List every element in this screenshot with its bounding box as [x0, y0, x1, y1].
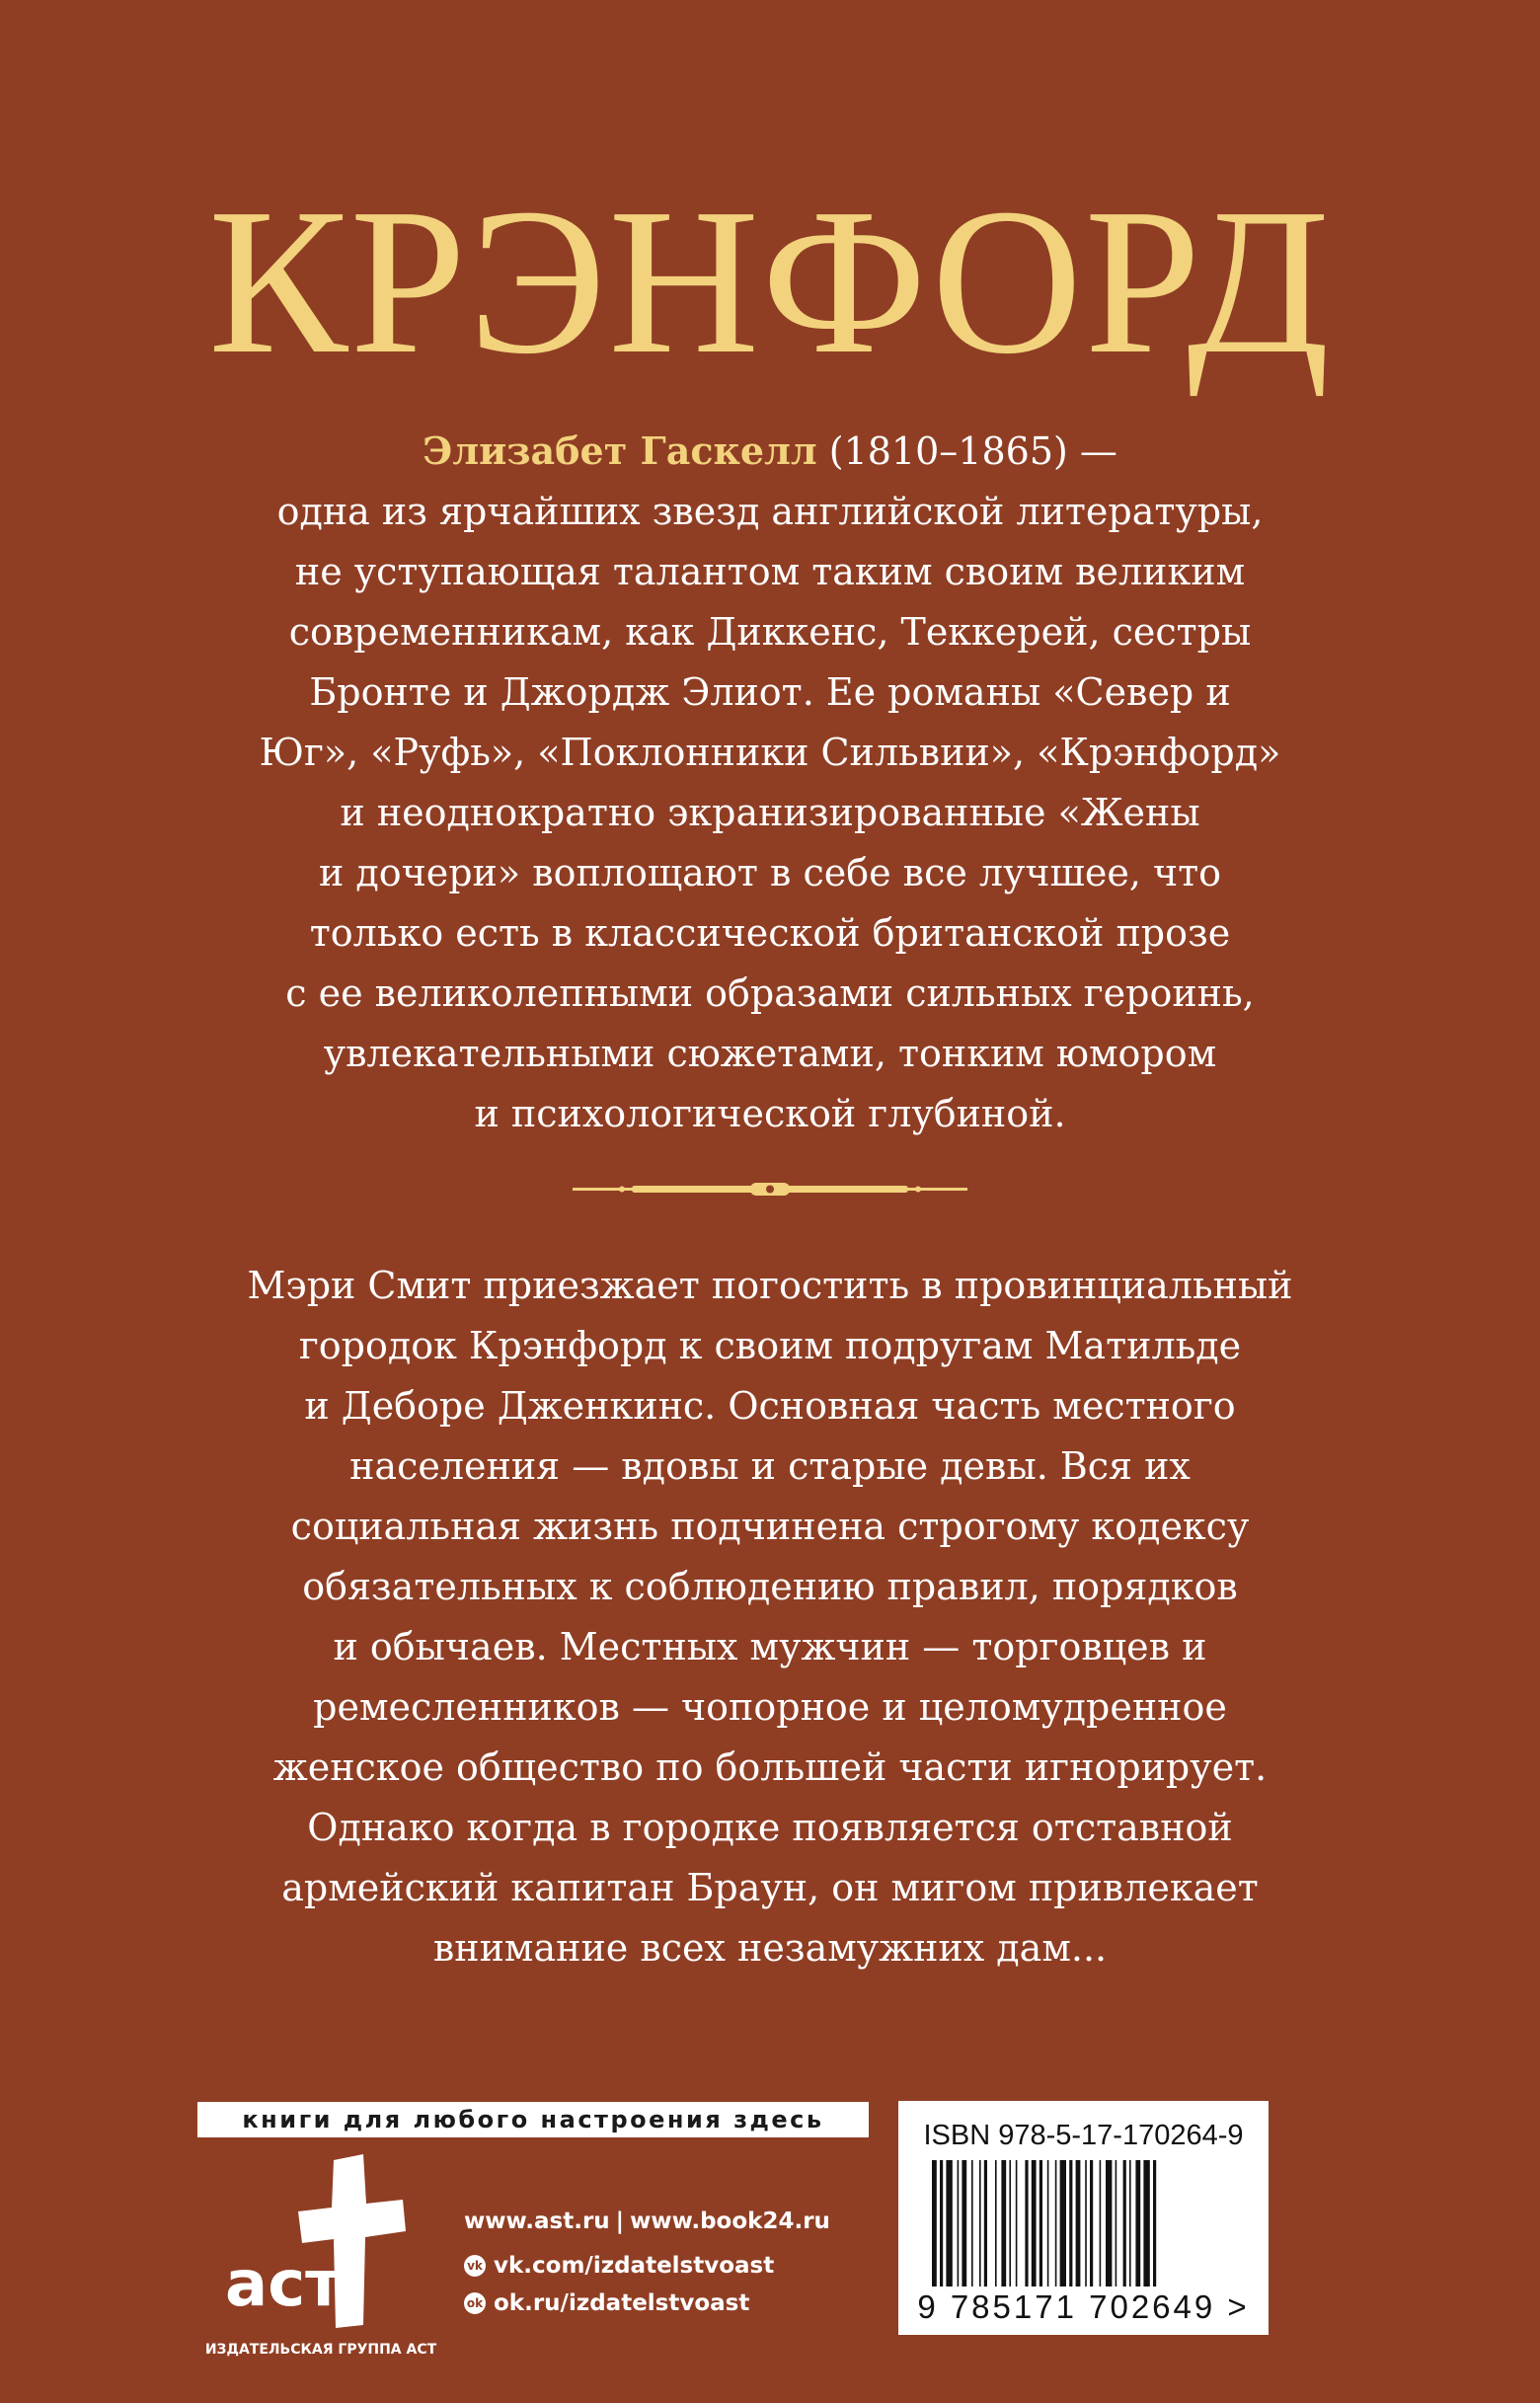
synopsis-line: и обычаев. Местных мужчин — торговцев и	[333, 1625, 1207, 1668]
ast-logo-text: аст	[225, 2248, 343, 2321]
synopsis-line: и Деборе Дженкинс. Основная часть местного	[304, 1384, 1236, 1428]
intro-line: и неоднократно экранизированные «Жены	[340, 791, 1200, 834]
synopsis-line: Мэри Смит приезжает погостить в провинциальный	[247, 1264, 1293, 1307]
barcode-bar	[1001, 2160, 1006, 2287]
barcode-bar	[1069, 2160, 1072, 2287]
vk-icon: vk	[464, 2255, 486, 2277]
author-years: (1810–1865) —	[816, 429, 1117, 473]
intro-line: с ее великолепными образами сильных героинь,	[285, 971, 1255, 1015]
barcode-bar	[1143, 2160, 1149, 2287]
barcode-bar	[1009, 2160, 1011, 2287]
barcode-bar	[1100, 2160, 1102, 2287]
barcode-bar	[962, 2160, 966, 2287]
barcode-bar	[1116, 2160, 1117, 2287]
synopsis-line: внимание всех незамужних дам...	[432, 1926, 1108, 1970]
author-name: Элизабет Гаскелл	[423, 428, 817, 473]
publisher-links	[464, 2196, 879, 2322]
barcode-bar	[1047, 2160, 1049, 2287]
barcode-bar	[1129, 2160, 1131, 2287]
ok-row	[464, 2285, 879, 2322]
link-separator: |	[615, 2209, 625, 2234]
site-link-book24[interactable]: www.book24.ru	[630, 2209, 830, 2234]
barcode-bar	[932, 2160, 937, 2287]
isbn-label: ISBN 978-5-17-170264-9	[923, 2120, 1244, 2151]
barcode-bar	[979, 2160, 981, 2287]
intro-line: только есть в классической британской прозе	[309, 911, 1231, 955]
synopsis-line: обязательных к соблюдению правил, порядков	[302, 1565, 1238, 1608]
barcode-bar	[940, 2160, 943, 2287]
synopsis-line: социальная жизнь подчинена строгому кодексу	[290, 1505, 1250, 1548]
intro-first-line	[128, 421, 1412, 482]
synopsis-line: городок Крэнфорд к своим подругам Матильде	[298, 1324, 1242, 1367]
vk-row	[464, 2247, 879, 2285]
vk-link[interactable]: vk.com/izdatelstvoast	[494, 2253, 775, 2279]
synopsis-line: населения — вдовы и старые девы. Вся их	[349, 1444, 1191, 1488]
intro-line: и психологической глубиной.	[474, 1092, 1066, 1135]
synopsis-line: женское общество по большей части игнорирует.	[272, 1745, 1268, 1789]
barcode-bar	[946, 2160, 952, 2287]
intro-line: современникам, как Диккенс, Теккерей, сестры	[288, 610, 1252, 654]
tagline-banner: книги для любого настроения здесь	[197, 2102, 869, 2137]
synopsis	[128, 1256, 1412, 1978]
barcode-bar	[984, 2160, 987, 2287]
ok-icon: ok	[464, 2292, 486, 2314]
barcode-bar	[1135, 2160, 1140, 2287]
barcode-bar	[1085, 2160, 1087, 2287]
barcode-bar	[995, 2160, 997, 2287]
ornament-divider	[573, 1176, 967, 1203]
barcode-bar	[1060, 2160, 1066, 2287]
ok-link[interactable]: ok.ru/izdatelstvoast	[494, 2290, 750, 2316]
book-title: КРЭНФОРД	[207, 165, 1333, 397]
barcode-bar	[1090, 2160, 1093, 2287]
website-row	[464, 2196, 879, 2247]
barcode-bar	[1076, 2160, 1081, 2287]
synopsis-line: Однако когда в городке появляется отставной	[307, 1806, 1233, 1849]
barcode-bar	[1016, 2160, 1018, 2287]
isbn-digits: 9 785171 702649 >	[917, 2288, 1250, 2325]
synopsis-line: ремесленников — чопорное и целомудренное	[313, 1685, 1227, 1729]
barcode-bar	[1032, 2160, 1037, 2287]
barcode-bar	[958, 2160, 960, 2287]
barcode-bar	[1055, 2160, 1057, 2287]
barcode-bar	[1123, 2160, 1126, 2287]
intro-line: Юг», «Руфь», «Поклонники Сильвии», «Крэнфорд»	[259, 731, 1281, 774]
intro-line: не уступающая талантом таким своим великим	[294, 550, 1246, 593]
intro-line: и дочери» воплощают в себе все лучшее, что	[318, 851, 1222, 894]
barcode-bar	[1025, 2160, 1028, 2287]
barcode	[928, 2160, 1254, 2287]
site-link-ast[interactable]: www.ast.ru	[464, 2209, 610, 2234]
author-intro	[128, 421, 1412, 1144]
barcode-bar	[1106, 2160, 1112, 2287]
barcode-bar	[1040, 2160, 1042, 2287]
intro-line: одна из ярчайших звезд английской литературы,	[276, 490, 1264, 533]
intro-line: Бронте и Джордж Элиот. Ее романы «Север и	[309, 670, 1231, 714]
intro-line: увлекательными сюжетами, тонким юмором	[323, 1032, 1217, 1075]
isbn-barcode-box	[898, 2101, 1269, 2335]
barcode-bar	[1153, 2160, 1156, 2287]
ast-logo	[215, 2152, 423, 2335]
synopsis-line: армейский капитан Браун, он мигом привлекает	[281, 1866, 1259, 1909]
publisher-name: ИЗДАТЕЛЬСКАЯ ГРУППА АСТ	[204, 2342, 437, 2358]
barcode-bar	[971, 2160, 973, 2287]
